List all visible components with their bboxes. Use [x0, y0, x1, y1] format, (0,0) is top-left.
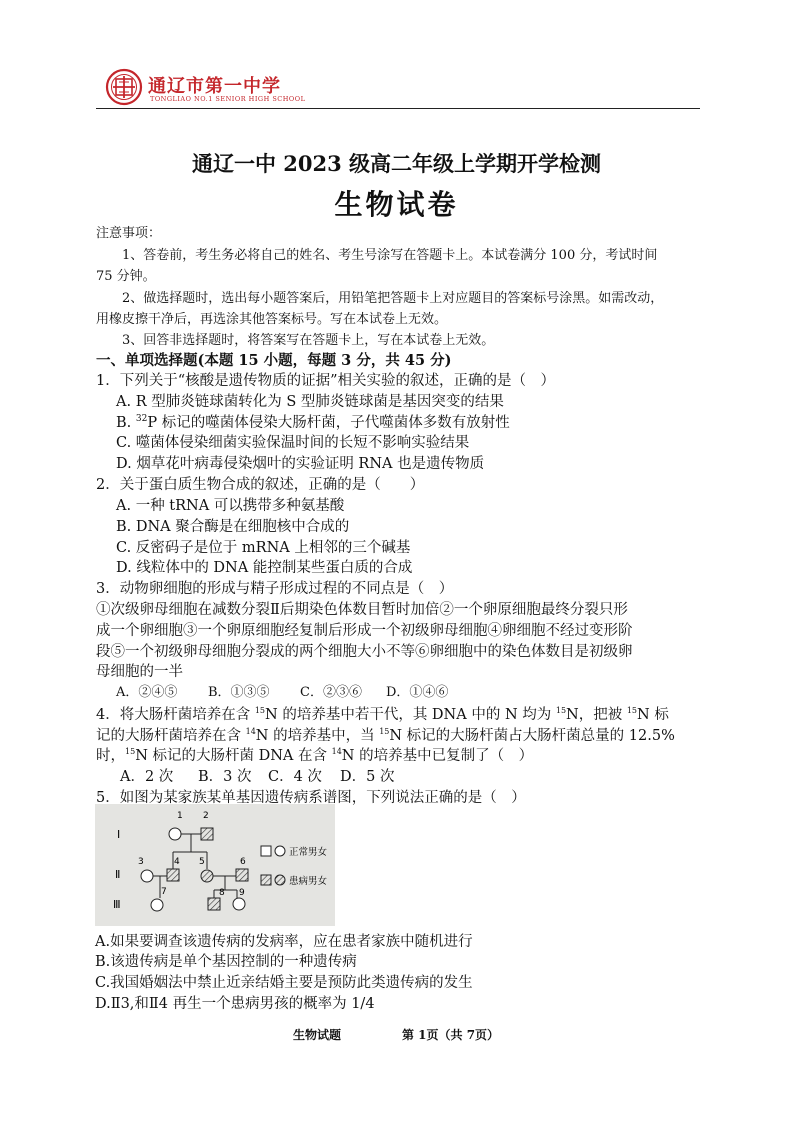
q2-option-d: D. 线粒体中的 DNA 能控制某些蛋白质的合成	[116, 560, 413, 576]
person-number: 3	[138, 857, 144, 867]
individual-female-affected	[201, 870, 213, 882]
note-line: 75 分钟。	[96, 269, 156, 284]
footer-page-number: 第 1页（共 7页）	[402, 1028, 500, 1042]
person-number: 6	[240, 857, 246, 867]
q1-stem: 1．下列关于“核酸是遗传物质的证据”相关实验的叙述，正确的是（ ）	[96, 373, 556, 389]
q2-stem: 2．关于蛋白质生物合成的叙述，正确的是（ ）	[96, 477, 425, 493]
q4-stem-line: 4．将大肠杆菌培养在含 $^{15}$N 的培养基中若干代，其 DNA 中的 N 均为 $^{15}$N，把被 $^{15}$N 标	[96, 706, 669, 723]
q3-option-a: A．②④⑤	[116, 685, 178, 700]
q4-stem-line: 记的大肠杆菌培养在含 $^{14}$N 的培养基中，当 $^{15}$N 标记的大肠杆菌占大肠杆菌总量的 12.5%	[96, 727, 675, 744]
person-number: 9	[239, 888, 245, 898]
person-number: 5	[199, 857, 205, 867]
note-line: 3、回答非选择题时，将答案写在答题卡上，写在本试卷上无效。	[122, 333, 495, 348]
q5-stem: 5．如图为某家族某单基因遗传病系谱图，下列说法正确的是（ ）	[96, 790, 526, 806]
gen-label-iii: Ⅲ	[113, 898, 121, 911]
q3-text-line: ①次级卵母细胞在减数分裂Ⅱ后期染色体数目暂时加倍②一个卵原细胞最终分裂只形	[96, 602, 628, 618]
q4-option-a: A．2 次	[120, 769, 174, 785]
pedigree-diagram	[95, 804, 335, 926]
legend-affected-label: 患病男女	[289, 876, 328, 887]
q5-option-c: C.我国婚姻法中禁止近亲结婚主要是预防此类遗传病的发生	[95, 975, 473, 991]
q1-option-a: A. R 型肺炎链球菌转化为 S 型肺炎链球菌是基因突变的结果	[116, 394, 504, 410]
q3-text-line: 母细胞的一半	[96, 664, 183, 680]
exam-title: 通辽一中 2023 级高二年级上学期开学检测	[191, 151, 602, 176]
note-line: 2、做选择题时，选出每小题答案后，用铅笔把答题卡上对应题目的答案标号涂黑。如需改动，	[122, 291, 664, 306]
q1-option-d: D. 烟草花叶病毒侵染烟叶的实验证明 RNA 也是遗传物质	[116, 456, 485, 472]
school-logo-icon	[105, 68, 143, 106]
q1-option-b: B. $^{32}$P 标记的噬菌体侵染大肠杆菌，子代噬菌体多数有放射性	[116, 414, 510, 431]
person-number: 8	[219, 888, 225, 898]
q4-option-c: C．4 次	[268, 769, 322, 785]
gen-label-i: Ⅰ	[117, 828, 121, 841]
person-number: 7	[161, 887, 167, 897]
gen-label-ii: Ⅱ	[115, 868, 121, 881]
q5-option-b: B.该遗传病是单个基因控制的一种遗传病	[95, 954, 357, 970]
q1-option-c: C. 噬菌体侵染细菌实验保温时间的长短不影响实验结果	[116, 435, 470, 451]
school-name-en: TONGLIAO NO.1 SENIOR HIGH SCHOOL	[150, 95, 306, 103]
q3-text-line: 段⑤一个初级卵母细胞分裂成的两个细胞大小不等⑥卵细胞中的染色体数目是初级卵	[96, 644, 633, 660]
q3-text-line: 成一个卵细胞③一个卵原细胞经复制后形成一个初级卵母细胞④卵细胞不经过变形阶	[96, 623, 633, 639]
section1-heading: 一、单项选择题(本题 15 小题，每题 3 分，共 45 分)	[96, 352, 452, 369]
q4-option-d: D．5 次	[340, 769, 395, 785]
person-number: 1	[177, 811, 183, 821]
individual-female-normal	[233, 898, 245, 910]
individual-male-affected	[208, 898, 220, 910]
q5-option-a: A.如果要调查该遗传病的发病率，应在患者家族中随机进行	[95, 934, 473, 950]
q3-stem: 3．动物卵细胞的形成与精子形成过程的不同点是（ ）	[96, 581, 454, 597]
legend-normal-female-icon	[275, 846, 285, 856]
q5-option-d: D.Ⅱ3,和Ⅱ4 再生一个患病男孩的概率为 1/4	[95, 996, 375, 1012]
q2-option-b: B. DNA 聚合酶是在细胞核中合成的	[116, 519, 350, 535]
person-number: 2	[203, 811, 209, 821]
individual-female-normal	[151, 899, 163, 911]
legend-normal-label: 正常男女	[289, 847, 328, 858]
individual-male-affected	[167, 869, 179, 881]
q3-option-b: B．①③⑤	[208, 685, 270, 700]
q4-option-b: B．3 次	[198, 769, 252, 785]
q4-stem-line: 时，$^{15}$N 标记的大肠杆菌 DNA 在含 $^{14}$N 的培养基中已复制了（ ）	[96, 747, 534, 764]
individual-female-normal	[169, 828, 181, 840]
legend-normal-male-icon	[261, 846, 271, 856]
header-divider	[96, 108, 700, 109]
individual-female-normal	[141, 870, 153, 882]
q3-option-d: D．①④⑥	[386, 685, 449, 700]
school-name-cn: 通辽市第一中学	[148, 76, 281, 97]
legend-affected-male-icon	[261, 875, 271, 885]
q2-option-c: C. 反密码子是位于 mRNA 上相邻的三个碱基	[116, 540, 411, 556]
footer-subject: 生物试题	[293, 1028, 342, 1042]
person-number: 4	[174, 857, 180, 867]
exam-subject-title: 生物试卷	[334, 188, 459, 221]
individual-male-affected	[236, 869, 248, 881]
individual-male-affected	[201, 828, 213, 840]
q3-option-c: C．②③⑥	[300, 685, 362, 700]
q2-option-a: A. 一种 tRNA 可以携带多种氨基酸	[116, 498, 345, 514]
note-line: 1、答卷前，考生务必将自己的姓名、考生号涂写在答题卡上。本试卷满分 100 分，考试时间	[122, 248, 658, 263]
legend-affected-female-icon	[275, 875, 285, 885]
notes-heading: 注意事项：	[96, 226, 162, 241]
note-line: 用橡皮擦干净后，再选涂其他答案标号。写在本试卷上无效。	[96, 312, 448, 327]
